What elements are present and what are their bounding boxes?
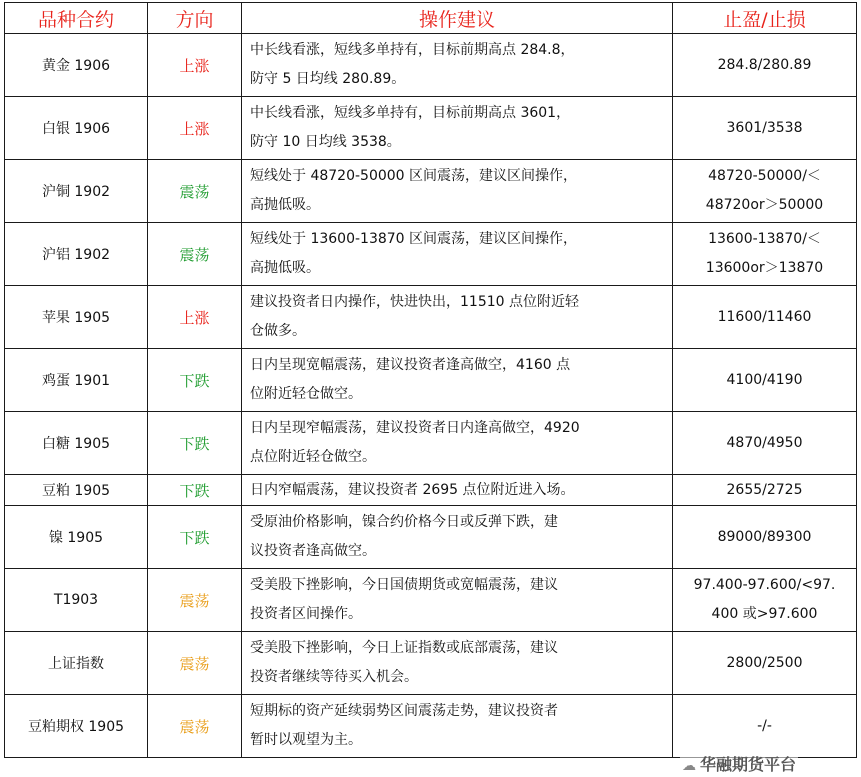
- advice-cell: [242, 34, 673, 97]
- advice-line-2: 暂时以观望为主。: [250, 732, 362, 748]
- header-contract: 品种合约: [5, 3, 148, 34]
- contract-name: 苹果 1905: [5, 286, 148, 349]
- table-row: [5, 34, 857, 97]
- stop-line-1: 4870/4950: [726, 434, 803, 451]
- table-row: [5, 569, 857, 632]
- table-row: [5, 695, 857, 758]
- advice-line-1: 受原油价格影响，镍合约价格今日或反弹下跌，建: [250, 514, 558, 530]
- stop-line-1: 284.8/280.89: [717, 56, 812, 73]
- direction-label: 震荡: [148, 160, 242, 223]
- contract-name: 白银 1906: [5, 97, 148, 160]
- advice-cell: [242, 412, 673, 475]
- direction-label: 上涨: [148, 97, 242, 160]
- direction-label: 上涨: [148, 34, 242, 97]
- advice-line-2: 议投资者逢高做空。: [250, 543, 376, 559]
- stop-cell: [673, 632, 857, 695]
- stop-cell: [673, 286, 857, 349]
- advice-cell: [242, 349, 673, 412]
- stop-line-1: 97.400-97.600/<97.: [693, 577, 836, 593]
- advice-cell: [242, 286, 673, 349]
- advice-line-2: 投资者区间操作。: [250, 606, 362, 622]
- wechat-icon: ☁: [682, 758, 696, 774]
- advice-line-2: 点位附近轻仓做空。: [250, 449, 376, 465]
- advice-cell: [242, 506, 673, 569]
- advice-cell: [242, 695, 673, 758]
- advice-line-1: 短期标的资产延续弱势区间震荡走势，建议投资者: [250, 703, 558, 719]
- stop-cell: [673, 569, 857, 632]
- table-row: [5, 286, 857, 349]
- stop-cell: [673, 412, 857, 475]
- stop-cell: [673, 97, 857, 160]
- advice-cell: [242, 97, 673, 160]
- watermark: [680, 752, 798, 775]
- stop-line-2: 48720or＞50000: [705, 197, 824, 213]
- advice-cell: [242, 475, 673, 506]
- advice-line-2: 防守 10 日均线 3538。: [250, 134, 401, 150]
- stop-line-1: 11600/11460: [717, 308, 812, 325]
- header-stop: 止盈/止损: [673, 3, 857, 34]
- advice-line-1: 短线处于 48720-50000 区间震荡，建议区间操作，: [250, 168, 578, 184]
- advice-line-2: 高抛低吸。: [250, 260, 320, 276]
- contract-name: 白糖 1905: [5, 412, 148, 475]
- advice-cell: [242, 569, 673, 632]
- contract-name: 黄金 1906: [5, 34, 148, 97]
- stop-line-1: 2800/2500: [726, 654, 803, 671]
- direction-label: 震荡: [148, 695, 242, 758]
- advice-line-2: 位附近轻仓做空。: [250, 386, 362, 402]
- contract-name: 上证指数: [5, 632, 148, 695]
- table-row: [5, 160, 857, 223]
- contract-name: 豆粕 1905: [5, 475, 148, 506]
- stop-line-2: 400 或>97.600: [711, 606, 818, 622]
- advice-line-1: 短线处于 13600-13870 区间震荡，建议区间操作，: [250, 231, 578, 247]
- contract-name: 豆粕期权 1905: [5, 695, 148, 758]
- advice-line-2: 仓做多。: [250, 323, 306, 339]
- contract-name: 沪铜 1902: [5, 160, 148, 223]
- stop-line-1: 13600-13870/＜: [708, 231, 821, 247]
- stop-line-1: 3601/3538: [726, 119, 803, 136]
- trading-advice-table: [4, 2, 857, 758]
- stop-line-1: 2655/2725: [726, 481, 803, 498]
- advice-cell: [242, 160, 673, 223]
- advice-line-1: 中长线看涨，短线多单持有，目标前期高点 3601，: [250, 105, 571, 121]
- advice-line-1: 受美股下挫影响，今日上证指数或底部震荡，建议: [250, 640, 558, 656]
- stop-line-1: -/-: [757, 717, 772, 734]
- advice-line-1: 日内呈现宽幅震荡，建议投资者逢高做空，4160 点: [250, 357, 571, 373]
- stop-line-1: 4100/4190: [726, 371, 803, 388]
- advice-line-2: 高抛低吸。: [250, 197, 320, 213]
- table-row: [5, 223, 857, 286]
- direction-label: 下跌: [148, 349, 242, 412]
- stop-cell: [673, 349, 857, 412]
- direction-label: 震荡: [148, 223, 242, 286]
- direction-label: 下跌: [148, 506, 242, 569]
- header-row: [5, 3, 857, 34]
- advice-line-1: 受美股下挫影响，今日国债期货或宽幅震荡，建议: [250, 577, 558, 593]
- stop-line-1: 48720-50000/＜: [708, 168, 821, 184]
- stop-line-2: 13600or＞13870: [705, 260, 824, 276]
- advice-cell: [242, 632, 673, 695]
- direction-label: 震荡: [148, 569, 242, 632]
- advice-line-2: 防守 5 日均线 280.89。: [250, 71, 406, 87]
- advice-line-1: 日内呈现窄幅震荡，建议投资者日内逢高做空，4920: [250, 420, 580, 436]
- advice-cell: [242, 223, 673, 286]
- table-row: [5, 475, 857, 506]
- stop-cell: [673, 506, 857, 569]
- stop-cell: [673, 160, 857, 223]
- direction-label: 下跌: [148, 412, 242, 475]
- table-row: [5, 506, 857, 569]
- header-advice: 操作建议: [242, 3, 673, 34]
- stop-cell: [673, 695, 857, 758]
- table-row: [5, 412, 857, 475]
- header-direction: 方向: [148, 3, 242, 34]
- contract-name: 镍 1905: [5, 506, 148, 569]
- advice-line-1: 中长线看涨，短线多单持有，目标前期高点 284.8，: [250, 42, 575, 58]
- contract-name: T1903: [5, 569, 148, 632]
- direction-label: 下跌: [148, 475, 242, 506]
- watermark-text: 华融期货平台: [700, 755, 797, 774]
- table-row: [5, 632, 857, 695]
- direction-label: 震荡: [148, 632, 242, 695]
- advice-line-1: 日内窄幅震荡，建议投资者 2695 点位附近进入场。: [250, 481, 575, 498]
- advice-line-2: 投资者继续等待买入机会。: [250, 669, 418, 685]
- stop-line-1: 89000/89300: [717, 528, 812, 545]
- stop-cell: [673, 475, 857, 506]
- table-row: [5, 349, 857, 412]
- table-row: [5, 97, 857, 160]
- contract-name: 沪铝 1902: [5, 223, 148, 286]
- stop-cell: [673, 223, 857, 286]
- direction-label: 上涨: [148, 286, 242, 349]
- stop-cell: [673, 34, 857, 97]
- advice-line-1: 建议投资者日内操作，快进快出，11510 点位附近轻: [250, 294, 579, 310]
- contract-name: 鸡蛋 1901: [5, 349, 148, 412]
